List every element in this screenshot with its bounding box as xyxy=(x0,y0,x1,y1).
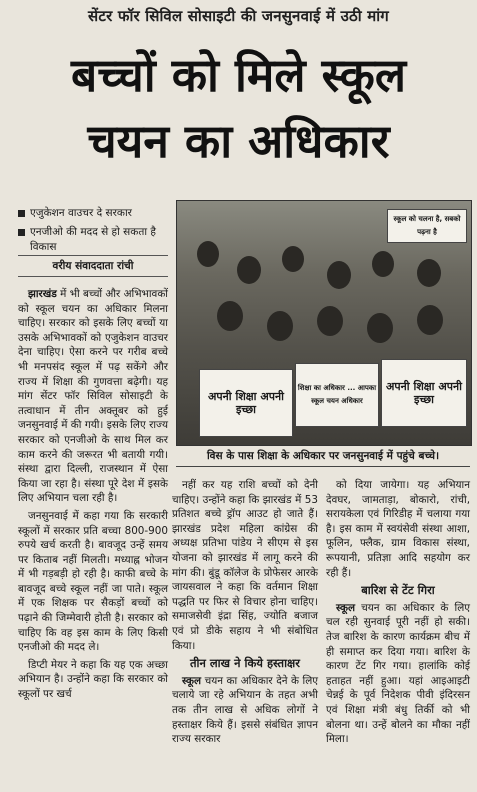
subheading: बारिश से टेंट गिरा xyxy=(361,583,435,598)
crowd-figure xyxy=(372,251,394,277)
byline: वरीय संवाददाता रांची xyxy=(18,255,168,277)
paragraph xyxy=(172,674,318,747)
protest-sign: शिक्षा का अधिकार ... आपका स्कूल चयन अधिकार xyxy=(295,363,379,427)
protest-sign: अपनी शिक्षा अपनी इच्छा xyxy=(381,359,467,427)
square-bullet-icon xyxy=(18,229,25,236)
paragraph: जनसुनवाई में कहा गया कि सरकारी स्कूलों में सरकार प्रति बच्चा 800-900 रुपये खर्च करती है। बावजूद उन्हें समय पर किताब नहीं मिलती। मध्याह्न भोजन में भी गड़बड़ी हो रही है। काफी बच्चे के बावजूद बच्चे स्कूल नहीं जा पाते। स्कूल में एक शिक्षक पर सैकड़ों बच्चों को पढ़ाने की जिम्मेवारी होती है। सरकार को चाहिए कि वह इस काम के लिए किसी एनजीओ की मदद ले। xyxy=(18,509,168,654)
paragraph: डिप्टी मेयर ने कहा कि यह एक अच्छा अभियान है। उन्होंने कहा कि सरकार को स्कूलों पर खर्च xyxy=(18,658,168,701)
kicker: सेंटर फॉर सिविल सोसाइटी की जनसुनवाई में उठी मांग xyxy=(88,7,389,25)
bullet-text: एजुकेशन वाउचर दे सरकार xyxy=(30,207,132,219)
crowd-figure xyxy=(417,259,441,287)
bullet-text: एनजीओ की मदद से हो सकता है विकास xyxy=(30,226,156,253)
crowd-figure xyxy=(217,301,243,331)
paragraph-text: चयन का अधिकार के लिए चल रही सुनवाई पूरी नहीं हो सकी। तेज बारिश के कारण कार्यक्रम बीच में ही समाप्त कर दिया गया। बारिश के कारण टेंट गिर गया। हालांकि कोई हताहत नहीं हुआ। यहां आइआइटी चेन्नई के पूर्व निदेशक पीवी इंदिरसन एवं शिक्षा मंत्री बंधु तिर्की को भी बोलना था। उन्हें बोलने का मौका नहीं मिला। xyxy=(326,601,470,746)
protest-sign: अपनी शिक्षा अपनी इच्छा xyxy=(199,369,293,437)
paragraph: को दिया जायेगा। यह अभियान देवघर, जामताड़ा, बोकारो, रांची, सरायकेला एवं गिरिडीह में चलाया गया है। इस काम में स्वयंसेवी संस्था आशा, फूलिन, फ्लैक, ग्राम विकास संस्था, रूपयानी, प्रतिज्ञा आदि सहयोग कर रही हैं। xyxy=(326,479,470,579)
crowd-figure xyxy=(197,241,219,267)
headline-line-1: बच्चों को मिले स्कूल xyxy=(70,48,407,102)
news-photo xyxy=(176,200,472,446)
paragraph xyxy=(18,287,168,506)
protest-sign: स्कूल को चलना है, सबको पढ़ना है xyxy=(387,209,467,243)
crowd-figure xyxy=(327,261,351,289)
lead-word: स्कूल xyxy=(182,674,202,687)
subheading: तीन लाख ने किये हस्ताक्षर xyxy=(189,656,301,671)
crowd-figure xyxy=(367,313,393,343)
crowd-figure xyxy=(267,311,293,341)
article-column-1 xyxy=(18,287,168,705)
paragraph: नहीं कर यह राशि बच्चों को देनी चाहिए। उन्होंने कहा कि झारखंड में 53 प्रतिशत बच्चे ड्रॉप आउट हो जाते हैं। झारखंड प्रदेश महिला कांग्रेस की अध्यक्ष प्रतिभा पांडेय ने सीएम से इस योजना को झारखंड में लागू करने की मांग की। बुंडू कॉलेज के प्रोफेसर आरके जायसवाल ने कहा कि वर्तमान शिक्षा पद्धति पर फिर से विचार होना चाहिए। समाजसेवी इंद्रा सिंह, ज्योति बजाज एवं प्रो डीके सहाय ने भी संबोधित किया। xyxy=(172,479,318,652)
lead-word: झारखंड xyxy=(28,288,57,300)
square-bullet-icon xyxy=(18,210,25,217)
bullet-item xyxy=(18,206,168,221)
lead-word: स्कूल xyxy=(336,601,356,614)
photo-caption: विस के पास शिक्षा के अधिकार पर जनसुनवाई में पहुंचे बच्चे। xyxy=(176,449,470,467)
bullet-item xyxy=(18,225,168,255)
article-column-2 xyxy=(172,478,318,750)
paragraph xyxy=(326,601,470,747)
bullet-points xyxy=(18,206,168,259)
article-column-3 xyxy=(326,478,470,750)
crowd-figure xyxy=(317,306,343,336)
paragraph-text: चयन का अधिकार देने के लिए चलाये जा रहे अभियान के तहत अभी तक तीन लाख से अधिक लोगों ने हस्ताक्षर किये हैं। इससे संबंधित ज्ञापन राज्य सरकार xyxy=(172,674,318,746)
headline-line-2: चयन का अधिकार xyxy=(87,114,390,168)
crowd-figure xyxy=(417,305,443,335)
crowd-figure xyxy=(237,256,261,284)
paragraph-text: में भी बच्चों और अभिभावकों को स्कूल चयन का अधिकार मिलना चाहिए। सरकार को इसके लिए बच्चों या उसके अभिभावकों को एजुकेशन वाउचर देना चाहिए। ऐसा करने पर गरीब बच्चे भी मनपसंद स्कूल में पढ़ सकेंगे और राज्य में शिक्षा की गुणवत्ता बढ़ेगी। यह मांग सेंटर फॉर सिविल सोसाइटी के तत्वाधान में तीन अक्तूबर को हुई जनसुनवाई में की गयी। इसके लिए राज्य सरकार को एनजीओ के साथ मिल कर काम करने की जरूरत भी बतायी गयी। संस्था द्वारा दिल्ली, राजस्थान में ऐसा किया जा रहा है। संस्था पूरे देश में इसके लिए अभियान चला रही है। xyxy=(18,288,168,505)
crowd-figure xyxy=(282,246,304,272)
